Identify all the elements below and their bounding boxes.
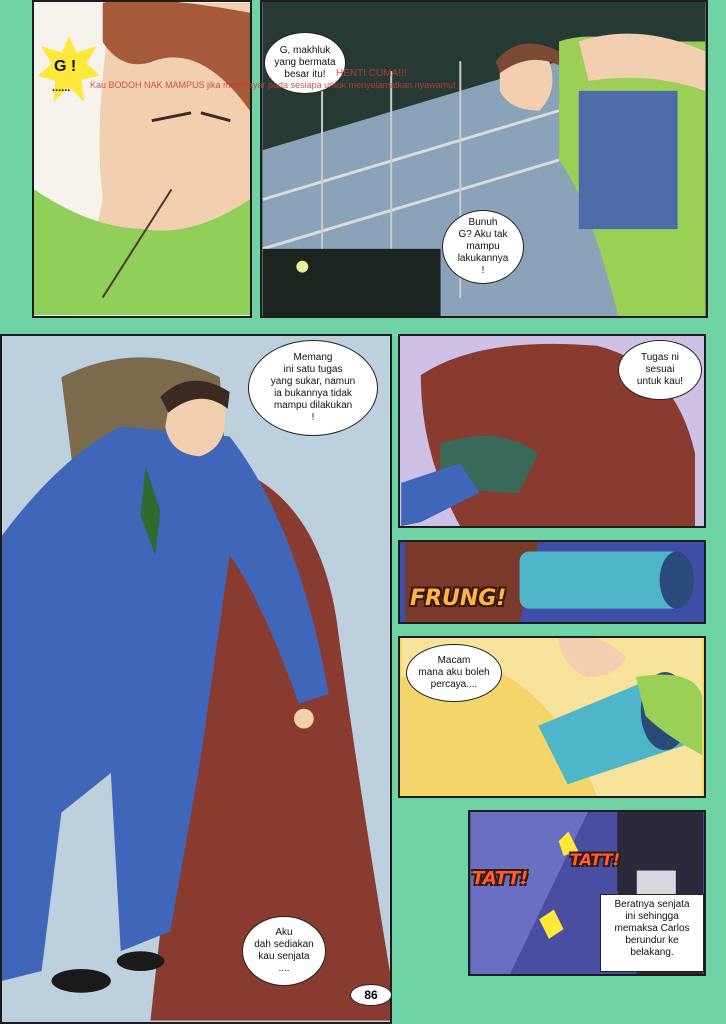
sfx-dots: ...... (52, 82, 71, 94)
panel-6 (398, 636, 706, 798)
speech-bubble-panel2-top: G, makhluk yang bermata besar itu! (264, 32, 346, 94)
panel-3-art (2, 336, 390, 1022)
overlay-title: HENTI CUMA!!! (336, 68, 407, 79)
sfx-tatt-2: TATT! (570, 850, 621, 869)
panel-1 (32, 0, 252, 318)
overlay-line: Kau BODOH NAK MAMPUS jika membayar pada sesiapa untuk menyelamatkan nyawamu! (90, 80, 456, 90)
page-number: 86 (350, 984, 392, 1006)
panel-7 (468, 810, 706, 976)
speech-bubble-panel2-bottom: Bunuh G? Aku tak mampu lakukannya ! (442, 210, 524, 284)
speech-bubble-panel4: Tugas ni sesuai untuk kau! (618, 340, 702, 400)
caption-box: Beratnya senjata ini sehingga memaksa Carlos berundur ke belakang. (600, 894, 704, 972)
panel-3 (0, 334, 392, 1024)
speech-bubble-panel3-bottom: Aku dah sediakan kau senjata .... (242, 916, 326, 986)
panel-2 (260, 0, 708, 318)
panel-5 (398, 540, 706, 624)
sfx-frung: FRUNG! (410, 586, 507, 611)
panel-4 (398, 334, 706, 528)
speech-bubble-panel3-top: Memang ini satu tugas yang sukar, namun ia bukannya tidak mampu dilakukan ! (248, 340, 378, 436)
sfx-g: G ! (54, 58, 77, 75)
sfx-tatt-1: TATT! (472, 868, 529, 889)
speech-bubble-panel6: Macam mana aku boleh percaya.... (406, 644, 502, 702)
